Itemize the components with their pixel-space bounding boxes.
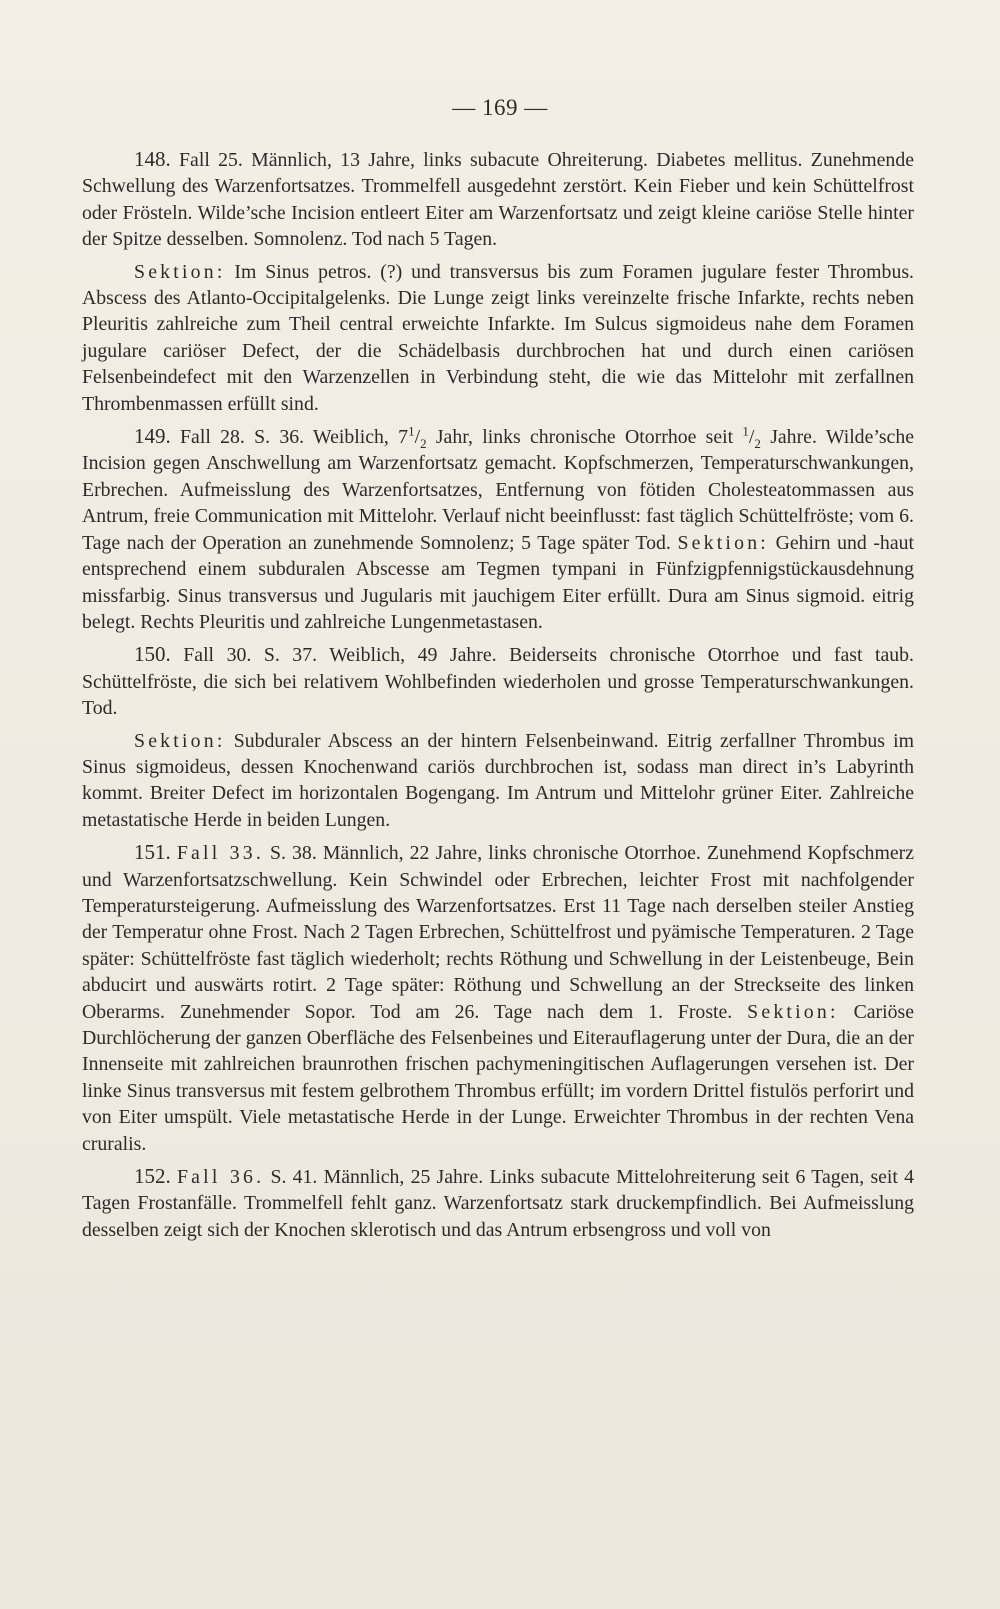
case-reference: Fall 33. <box>176 842 264 865</box>
case-text: Weiblich, 7 <box>313 426 409 449</box>
case-text: Jahr, links chronische Otorrhoe seit <box>426 426 743 449</box>
case-page-reference: S. 41. <box>270 1166 318 1189</box>
sektion-paragraph-150 <box>82 728 914 834</box>
case-number: 150. <box>134 642 171 667</box>
case-paragraph-149 <box>82 423 914 635</box>
case-text: Männlich, 13 Jahre, links subacute Ohreiterung. Diabetes mellitus. Zunehmende Schwellung des Warzenfortsatzes. Trommelfell ausgedehnt zerstört. Kein Fieber und kein Schüttelfrost oder Frösteln. Wilde’sche Incision entleert Eiter am Warzenfortsatz und zeigt kleine cariöse Stelle hinter der Spitze desselben. Somnolenz. Tod nach 5 Tagen. <box>82 149 914 251</box>
sektion-text: Gehirn und -haut entsprechend einem subduralen Abscesse am Tegmen tympani in Fünfzigpfennigstückausdehnung missfarbig. Sinus transversus und Jugularis mit jauchigem Eiter erfüllt. Dura am Sinus sigmoid. eitrig belegt. Rechts Pleuritis und zahlreiche Lungenmetastasen. <box>82 531 914 633</box>
case-paragraph-148 <box>82 146 914 253</box>
case-paragraph-150 <box>82 641 914 721</box>
sektion-label: Sektion: <box>747 1000 839 1023</box>
sektion-text: Cariöse Durchlöcherung der ganzen Oberfläche des Felsenbeines und Eiterauflagerung unter der Dura, die an der Innenseite mit zahlreichen braunrothen frischen pachymeningitischen Auflagerungen versehen ist. Der linke Sinus transversus mit festem gelbrothem Thrombus erfüllt; im vordern Drittel fistulös perforirt und von Eiter umspült. Viele metastatische Herde in der Lunge. Erweichter Thrombus in der rechten Vena cruralis. <box>82 1000 915 1155</box>
sektion-text: Im Sinus petros. (?) und transversus bis zum Foramen jugulare fester Thrombus. Abscess des Atlanto-Occipitalgelenks. Die Lunge zeigt links vereinzelte frische Infarkte, rechts neben Pleuritis zahlreiche zum Theil central erweichte Infarkte. Im Sulcus sigmoideus nahe dem Foramen jugulare cariöser Defect, der die Schädelbasis durchbrochen hat und durch einen cariösen Felsenbeindefect mit den Warzenzellen in Verbindung steht, die wie das Mittelohr mit zerfallnen Thrombenmassen erfüllt sind. <box>82 260 914 415</box>
case-number: 151. <box>134 840 171 865</box>
case-reference: Fall 28. S. 36. <box>180 426 305 449</box>
case-reference: Fall 36. <box>176 1166 265 1189</box>
case-paragraph-152 <box>82 1163 914 1243</box>
case-number: 152. <box>134 1164 171 1189</box>
case-reference: Fall 25. <box>179 149 243 171</box>
case-number: 149. <box>134 424 171 449</box>
case-text: Männlich, 22 Jahre, links chronische Otorrhoe. Zunehmend Kopfschmerz und Warzenfortsatzschwellung. Kein Schwindel oder Erbrechen, leichter Frost mit nachfolgender Temperatursteigerung. Aufmeisslung des Warzenfortsatzes. Erst 11 Tage nach derselben steiler Anstieg der Temperatur ohne Frost. Nach 2 Tagen Erbrechen, Schüttelfrost und pyämische Temperaturen. 2 Tage später: Schüttelfröste fast täglich wiederholt; rechts Röthung und Schwellung in der Leistenbeuge, Bein abducirt und auswärts rotirt. 2 Tage später: Röthung und Schwellung an der Streckseite des linken Oberarms. Zunehmender Sopor. Tod am 26. Tage nach dem 1. Froste. <box>82 842 914 1023</box>
case-text: Männlich, 25 Jahre. Links subacute Mittelohreiterung seit 6 Tagen, seit 4 Tagen Frostanfälle. Trommelfell fehlt ganz. Warzenfortsatz stark druckempfindlich. Bei Aufmeisslung desselben zeigt sich der Knochen sklerotisch und das Antrum erbsengross und voll von <box>82 1166 915 1241</box>
sektion-label: Sektion: <box>677 531 769 554</box>
sektion-label: Sektion: <box>134 260 226 283</box>
sektion-paragraph-148 <box>82 259 914 417</box>
fraction-one-half: $^1/_2$ <box>742 423 761 452</box>
case-paragraph-151 <box>82 839 914 1157</box>
case-text: Jahre. Wilde’sche Incision gegen Anschwellung am Warzenfortsatz gemacht. Kopfschmerzen, Temperaturschwankungen, Erbrechen. Aufmeisslung des Warzenfortsatzes, Entfernung von fötiden Cholesteatommassen aus Antrum, freie Communication mit Mittelohr. Verlauf nicht beeinflusst: fast täglich Schüttelfröste; vom 6. Tage nach der Operation an zunehmende Somnolenz; 5 Tage später Tod. <box>82 426 915 554</box>
case-reference: Fall 30. S. 37. <box>183 644 318 667</box>
case-page-reference: S. 38. <box>270 842 317 865</box>
page-number: — 169 — <box>452 95 548 120</box>
case-text: Weiblich, 49 Jahre. Beiderseits chronische Otorrhoe und fast taub. Schüttelfröste, die sich bei relativem Wohlbefinden wiederholen und grosse Temperaturschwankungen. Tod. <box>82 644 914 720</box>
sektion-label: Sektion: <box>134 729 226 752</box>
sektion-text: Subduraler Abscess an der hintern Felsenbeinwand. Eitrig zerfallner Thrombus im Sinus sigmoideus, dessen Knochenwand cariös durchbrochen ist, sodass man direct in’s Labyrinth kommt. Breiter Defect im horizontalen Bogengang. Im Antrum und Mittelohr grüner Eiter. Zahlreiche metastatische Herde in beiden Lungen. <box>82 729 914 831</box>
page-body <box>82 146 914 1243</box>
case-number: 148. <box>134 147 171 171</box>
fraction-one-half: $^1/_2$ <box>408 423 427 452</box>
